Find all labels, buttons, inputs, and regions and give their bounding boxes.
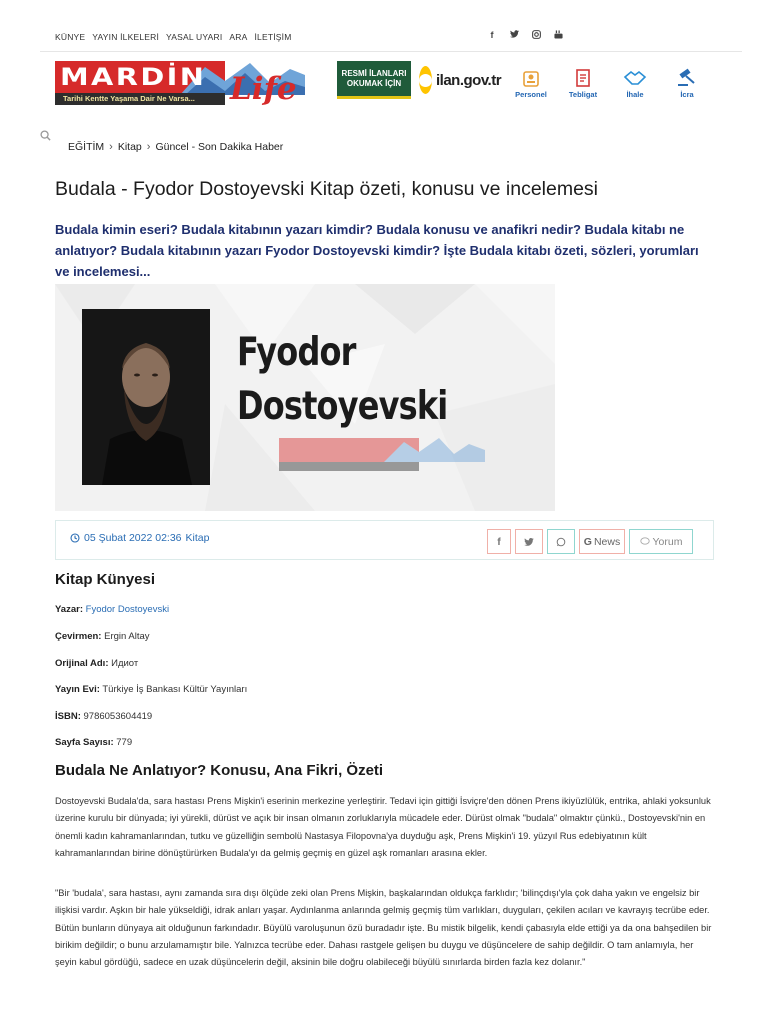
spec-label: Yayın Evi:	[55, 684, 100, 695]
spec-orijinal-adi	[55, 658, 138, 669]
nav-yayin-ilkeleri[interactable]: YAYIN İLKELERİ	[92, 32, 160, 42]
author-link[interactable]: Fyodor Dostoyevski	[85, 604, 170, 615]
personel-banner[interactable]	[509, 61, 553, 99]
social-links	[487, 30, 563, 41]
spec-yayin-evi	[55, 684, 247, 695]
gavel-icon	[676, 68, 698, 88]
tebligat-icon	[573, 68, 593, 88]
personel-icon	[521, 68, 541, 88]
youtube-icon[interactable]	[553, 30, 563, 41]
top-nav	[55, 32, 292, 42]
personel-label: Personel	[515, 90, 547, 99]
hero-line1: Fyodor	[237, 330, 356, 375]
instagram-icon[interactable]	[531, 30, 541, 41]
spec-value: Türkiye İş Bankası Kültür Yayınları	[102, 684, 248, 695]
nav-yasal-uyari[interactable]: YASAL UYARI	[166, 32, 223, 42]
logo-slogan: Tarihi Kentte Yaşama Dair Ne Varsa...	[63, 94, 195, 103]
breadcrumb	[68, 141, 283, 153]
ilan-gov-banner[interactable]	[419, 61, 501, 99]
breadcrumb-guncel[interactable]: Güncel - Son Dakika Haber	[155, 141, 284, 153]
handshake-icon	[623, 68, 647, 88]
breadcrumb-kitap[interactable]: Kitap	[117, 141, 142, 153]
spec-yazar	[55, 604, 169, 615]
spec-label: Orijinal Adı:	[55, 658, 109, 669]
summary-paragraph-1: Dostoyevski Budala'da, sara hastası Prens Mişkin'i eserinin merkezine yerleştirir. Tedavi için gittiği İsviçre'den dönen Prens ikiyüzlülük, entrika, ahlaki yoksunluk üzerine kurulu bir dünyada; iyi yürekli, dürüst ve açık bir insan olmanın zorluklarıyla mücadele eder. Dürüst olmak "budala" olmaktır çünkü., Dostoyevski'nin en önemli kadın kahramanlarından, tutku ve güzelliğin sembolü Nastasya Filopovna'ya duyduğu aşk, Prens Mişkin'i 19. yüzyıl Rus edebiyatının kült kahramanlarından birine dönüştürürken Budala'yı da gelmiş geçmiş en güzel aşk romanları arasına ekler.	[55, 796, 711, 858]
article-meta-bar	[55, 520, 714, 560]
hero-image	[55, 284, 555, 511]
summary-paragraph-2: "Bir 'budala', sara hastası, aynı zamanda sıra dışı ölçüde zeki olan Prens Mişkin, başkalarından oldukça farklıdır; 'bilinçdışı'yla çok daha yakın ve engelsiz bir ilişkisi vardır. Aşkın bir hale yükseldiği, idrak anları yaşar. Aydınlanma anlarında gelmiş geçmiş tüm varlıkları, duyguları, çekilen acıları ve kavrayış tecrübe eder. Bütün bunların dünyaya ait olduğunun farkındadır. Büyülü varoluşunun özü buradadır işte. Bu mistik bilgelik, kendi çabasıyla elde ettiği ya da ona bahşedilen bir birikim değildir; o bunu arzulamamıştır bile. Yalnızca tecrübe eder. Dahası rastgele gelişen bu duygu ve düşüncelere de sahip değildir. O tam anlamıyla, her şeyin kabul gördüğü, sadece en uzak düşüncelerin değil, aksinin bile doğru olabileceği büyülü sınırlarda birden fazla kez dolanır."	[55, 888, 712, 968]
spec-isbn	[55, 711, 152, 722]
icra-banner[interactable]	[665, 61, 709, 99]
icra-label: İcra	[680, 90, 694, 99]
author-portrait	[82, 309, 210, 485]
nav-iletisim[interactable]: İLETİŞİM	[254, 32, 292, 42]
spec-sayfa-sayisi	[55, 737, 132, 748]
article-lead: Budala kimin eseri? Budala kitabının yazarı kimdir? Budala konusu ve anafikri nedir? Budala kitabı ne anlatıyor? Budala kitabının yazarı Fyodor Dostoyevski kimdir? İşte Budala kitabı özeti, sözleri, yorumları ve incelemesi...	[55, 222, 699, 279]
resmi-ilanlar-banner[interactable]	[337, 61, 411, 99]
hero-author-name	[237, 326, 447, 434]
chevron-right-icon: ›	[109, 141, 113, 153]
site-logo[interactable]	[55, 61, 305, 110]
search-icon[interactable]	[40, 128, 51, 146]
header-divider	[40, 51, 742, 52]
tebligat-banner[interactable]	[561, 61, 605, 99]
logo-life: Life	[230, 71, 297, 107]
share-facebook-button[interactable]	[487, 529, 511, 554]
page-title: Budala - Fyodor Dostoyevski Kitap özeti, konusu ve incelemesi	[55, 178, 599, 200]
resmi-ilanlar-line1: RESMİ İLANLARI	[341, 68, 407, 78]
article-category-link[interactable]: Kitap	[185, 532, 210, 544]
top-bar	[55, 30, 715, 44]
twitter-icon	[524, 538, 534, 546]
google-icon: G	[583, 535, 592, 548]
spec-label: Yazar:	[55, 604, 83, 615]
tebligat-label: Tebligat	[568, 90, 598, 99]
ilan-gov-label: ilan.gov.tr	[436, 71, 502, 89]
facebook-icon: f	[497, 535, 501, 548]
logo-text: MARDİN	[60, 63, 207, 91]
spec-value: Ergin Altay	[104, 631, 150, 642]
comment-button[interactable]	[629, 529, 693, 554]
spec-cevirmen	[55, 631, 150, 642]
spec-label: Çevirmen:	[55, 631, 102, 642]
whatsapp-icon	[556, 537, 566, 547]
ilan-gov-icon	[419, 66, 432, 94]
google-news-button[interactable]	[579, 529, 625, 554]
hero-line2: Dostoyevski	[237, 384, 448, 429]
nav-ara[interactable]: ARA	[229, 32, 248, 42]
summary-heading: Budala Ne Anlatıyor? Konusu, Ana Fikri, Özeti	[55, 762, 384, 779]
hero-watermark-logo	[279, 436, 485, 476]
google-news-label: News	[593, 535, 621, 548]
clock-icon	[70, 533, 80, 543]
share-whatsapp-button[interactable]	[547, 529, 575, 554]
twitter-icon[interactable]	[509, 30, 519, 41]
comment-label: Yorum	[652, 535, 683, 548]
resmi-ilanlar-line2: OKUMAK İÇİN	[346, 78, 402, 88]
kunye-heading: Kitap Künyesi	[55, 571, 156, 588]
share-buttons	[487, 529, 693, 554]
spec-value: 9786053604419	[83, 711, 153, 722]
spec-label: İSBN:	[55, 711, 81, 722]
spec-label: Sayfa Sayısı:	[55, 737, 114, 748]
article-date-text: 05 Şubat 2022 02:36	[84, 532, 182, 544]
header-banners	[337, 61, 709, 99]
breadcrumb-egitim[interactable]: EĞİTİM	[68, 141, 105, 153]
chevron-right-icon: ›	[146, 141, 151, 153]
share-twitter-button[interactable]	[515, 529, 543, 554]
spec-value: Идиот	[111, 658, 139, 669]
article-date	[70, 532, 209, 544]
ihale-banner[interactable]	[613, 61, 657, 99]
comment-icon	[640, 537, 650, 546]
spec-value: 779	[116, 737, 133, 748]
nav-kunye[interactable]: KÜNYE	[55, 32, 86, 42]
ihale-label: İhale	[626, 90, 644, 99]
facebook-icon[interactable]: f	[490, 30, 494, 40]
